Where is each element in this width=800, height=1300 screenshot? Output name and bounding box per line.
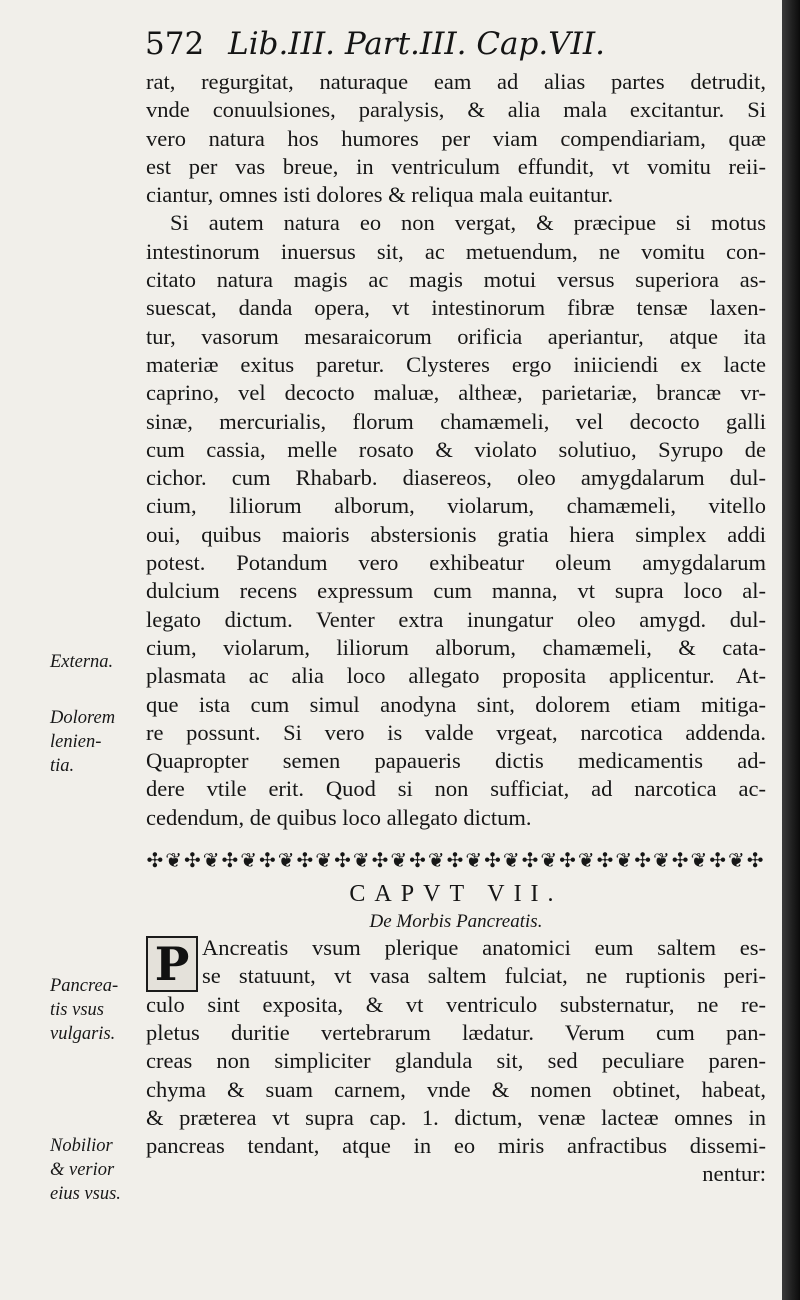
- text-line: cichor. cum Rhabarb. diasereos, oleo amygdalarum dul-: [146, 465, 766, 491]
- text-line: se statuunt, vt vasa saltem fulciat, ne ruptionis peri-: [202, 963, 766, 989]
- text-line: cium, violarum, liliorum alborum, chamæmeli, & cata-: [146, 634, 766, 660]
- margin-note: [50, 706, 142, 778]
- text-line: re possunt. Si vero is valde vrgeat, narcotica addenda.: [146, 719, 766, 745]
- text-line: chyma & suam carnem, vnde & nomen obtinet, habeat,: [146, 1076, 766, 1102]
- text-line: suescat, danda opera, vt intestinorum fibræ tensæ laxen-: [146, 295, 766, 321]
- page-header: [145, 26, 755, 66]
- text-line: rat, regurgitat, naturaque eam ad alias partes detrudit,: [146, 69, 766, 94]
- text-line: intestinorum inuersus sit, ac metuendum, ne vomitu con-: [146, 238, 766, 264]
- text-line: vero natura hos humores per viam compendiariam, quæ: [146, 125, 766, 151]
- text-line: [146, 832, 766, 844]
- text-line: materiæ exitus paretur. Clysteres ergo iniiciendi ex lacte: [146, 351, 766, 377]
- text-line: cium, liliorum alborum, violarum, chamæmeli, vitello: [146, 493, 766, 519]
- text-line: potest. Potandum vero exhibeatur oleum amygdalarum: [146, 550, 766, 576]
- margin-note-line: Externa.: [50, 652, 114, 672]
- text-line: Ancreatis vsum plerique anatomici eum saltem es-: [202, 935, 766, 961]
- text-line: citato natura magis ac magis motui versus superiora as-: [146, 267, 766, 293]
- text-line: pletus duritie vertebrarum lædatur. Verum cum pan-: [146, 1019, 766, 1045]
- margin-note: [50, 650, 142, 674]
- text-line: dere vtile erit. Quod si non sufficiat, ad narcotica ac-: [146, 776, 766, 802]
- margin-note-line: Dolorem: [50, 708, 116, 728]
- margin-note-line: tia.: [50, 756, 75, 776]
- text-line: est per vas breue, in ventriculum effundit, vt vomitu reii-: [146, 153, 766, 179]
- book-spine: [782, 0, 800, 1300]
- text-line: sinæ, mercurialis, florum chamæmeli, vel decocto galli: [146, 408, 766, 434]
- text-line: vnde conuulsiones, paralysis, & alia mala excitantur. Si: [146, 97, 766, 123]
- text-line: culo sint exposita, & vt ventriculo substernatur, ne re-: [146, 991, 766, 1017]
- text-line: plasmata ac alia loco allegato proposita applicentur. At-: [146, 663, 766, 689]
- text-line: caprino, vel decocto maluæ, altheæ, parietariæ, brancæ vr-: [146, 380, 766, 406]
- margin-note: [50, 1134, 142, 1206]
- text-line: ciantur, omnes isti dolores & reliqua mala euitantur.: [146, 182, 614, 208]
- text-line: nentur:: [702, 1161, 766, 1187]
- text-line: tur, vasorum mesaraicorum orificia aperiantur, atque ita: [146, 323, 766, 349]
- text-line: legato dictum. Venter extra inungatur oleo amygd. dul-: [146, 606, 766, 632]
- text-line: pancreas tendant, atque in eo miris anfractibus dissemi-: [146, 1133, 766, 1159]
- body-text: [146, 68, 766, 1189]
- text-line: creas non simpliciter glandula sit, sed peculiare paren-: [146, 1048, 766, 1074]
- running-title: Lib.III. Part.III. Cap.VII.: [228, 26, 605, 62]
- margin-note-line: eius vsus.: [50, 1184, 121, 1204]
- text-line: dulcium recens expressum cum manna, vt supra loco al-: [146, 578, 766, 604]
- chapter-subtitle: De Morbis Pancreatis.: [369, 911, 543, 933]
- text-line: Quapropter semen papaueris dictis medicamentis ad-: [146, 748, 766, 774]
- drop-cap: P: [146, 936, 198, 992]
- text-line: & præterea vt supra cap. 1. dictum, venæ lacteæ omnes in: [146, 1104, 766, 1130]
- page-number: 572: [145, 26, 205, 62]
- margin-note-line: Pancrea-: [50, 976, 119, 996]
- margin-note-line: lenien-: [50, 732, 102, 752]
- margin-note: [50, 974, 142, 1046]
- text-line: oui, quibus maioris abstersionis gratia hiera simplex addi: [146, 521, 766, 547]
- text-line: cedendum, de quibus loco allegato dictum.: [146, 804, 532, 830]
- text-line: Si autem natura eo non vergat, & præcipue si motus: [170, 210, 766, 236]
- margin-note-line: tis vsus: [50, 1000, 104, 1020]
- margin-note-line: Nobilior: [50, 1136, 113, 1156]
- margin-note-line: & verior: [50, 1160, 115, 1180]
- margin-note-line: vulgaris.: [50, 1024, 116, 1044]
- text-line: que ista cum simul anodyna sint, dolorem etiam mitiga-: [146, 691, 766, 717]
- chapter-heading: CAPVT VII.: [349, 881, 563, 908]
- text-line: cum cassia, melle rosato & violato solutiuo, Syrupo de: [146, 436, 766, 462]
- ornament-rule: ✣❦✣❦✣❦✣❦✣❦✣❦✣❦✣❦✣❦✣❦✣❦✣❦✣❦✣❦✣❦✣❦✣: [146, 850, 766, 873]
